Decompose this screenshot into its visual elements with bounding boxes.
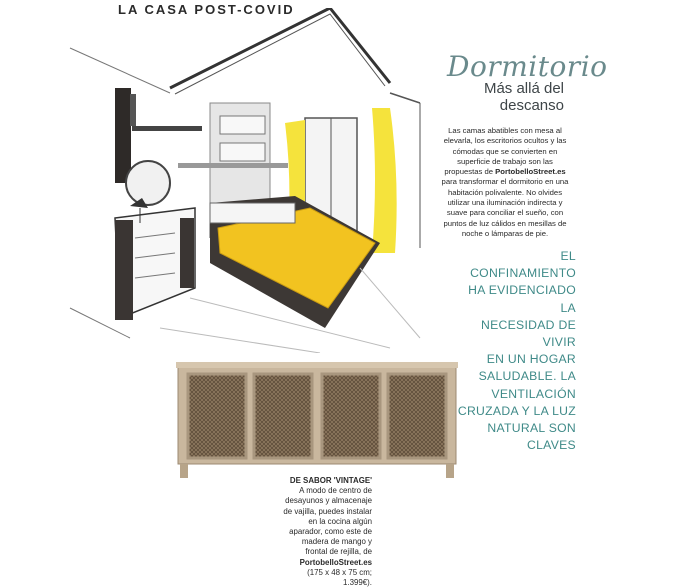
quote-line: NATURAL SON CLAVES <box>487 421 576 453</box>
article-subtitle <box>452 80 564 114</box>
brand-name: PortobelloStreet.es <box>495 167 566 177</box>
body-text-part: para transformar el dormitorio en una habitación polivalente. No olvides utilizar una iluminación indirecta y suave para conciliar el sueño, con puntos de luz cálidos en mesillas de noche o lámparas de pie. <box>441 177 569 238</box>
caption-text <box>282 486 372 588</box>
quote-line: VENTILACIÓN <box>491 386 576 401</box>
product-caption <box>282 476 372 588</box>
pull-quote <box>452 248 576 454</box>
quote-line: EL CONFINAMIENTO <box>470 249 576 281</box>
subtitle-line: Más allá del <box>483 80 564 97</box>
caption-text-part: A modo de centro de desayunos y almacenaje de vajilla, puedes instalar en la cocina algún aparador, como este de madera de mango y frontal de rejilla, de <box>283 486 372 557</box>
body-text-part: Las camas abatibles con mesa al elevarla, los escritorios ocultos y las cómodas que se convierten en superficie de trabajo son las propuestas de <box>443 126 567 177</box>
quote-line: HA EVIDENCIADO LA <box>468 283 576 315</box>
quote-line: NECESIDAD DE VIVIR <box>480 317 576 350</box>
quote-line: SALUDABLE. LA <box>478 369 576 384</box>
caption-title: DE SABOR 'VINTAGE' <box>289 476 372 485</box>
quote-line: CRUZADA Y LA LUZ <box>457 403 576 418</box>
caption-text-part: (175 x 48 x 75 cm; 1.399€). <box>307 567 372 588</box>
brand-name: PortobelloStreet.es <box>299 557 372 567</box>
article-title: Dormitorio <box>447 50 608 83</box>
section-header: LA CASA POST-COVID <box>118 2 295 17</box>
article-body <box>440 126 570 239</box>
quote-line: EN UN HOGAR <box>486 352 576 367</box>
bedroom-illustration <box>60 8 440 353</box>
subtitle-line: descanso <box>499 97 564 114</box>
sideboard-image <box>176 360 458 480</box>
